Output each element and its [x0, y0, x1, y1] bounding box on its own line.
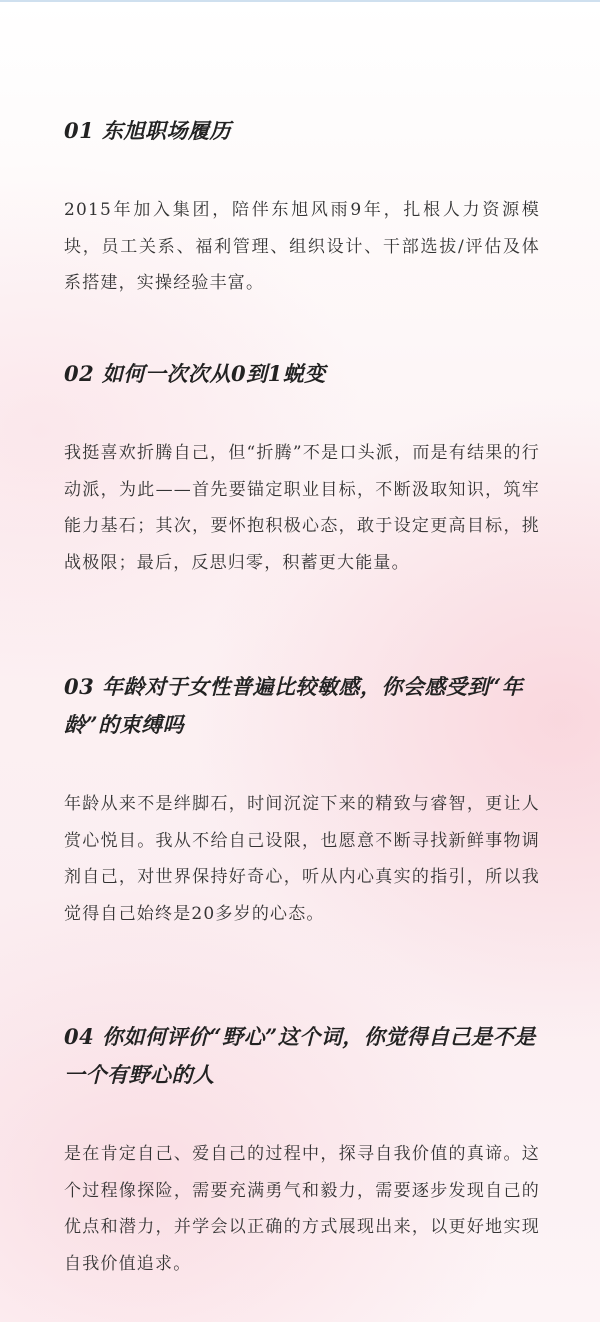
section-heading: 04 你如何评价“野心”这个词，你觉得自己是不是一个有野心的人 [64, 1024, 536, 1087]
section-transformation [64, 355, 540, 581]
section-heading: 01 东旭职场履历 [64, 118, 232, 143]
section-age [64, 668, 540, 932]
section-body: 我挺喜欢折腾自己，但“折腾”不是口头派，而是有结果的行动派，为此——首先要锚定职业目标，不断汲取知识，筑牢能力基石；其次，要怀抱积极心态，敢于设定更高目标，挑战极限；最后，反思归零，积蓄更大能量。 [64, 443, 540, 573]
section-body: 年龄从来不是绊脚石，时间沉淀下来的精致与睿智，更让人赏心悦目。我从不给自己设限，也愿意不断寻找新鲜事物调剂自己，对世界保持好奇心，听从内心真实的指引，所以我觉得自己始终是20多岁的心态。 [64, 794, 540, 924]
section-heading: 02 如何一次次从0到1蜕变 [64, 361, 326, 386]
top-divider [0, 0, 600, 2]
section-heading: 03 年龄对于女性普遍比较敏感，你会感受到“年龄”的束缚吗 [64, 674, 524, 737]
section-career-history [64, 112, 540, 302]
section-body: 2015年加入集团，陪伴东旭风雨9年，扎根人力资源模块，员工关系、福利管理、组织设计、干部选拔/评估及体系搭建，实操经验丰富。 [64, 200, 540, 293]
section-ambition [64, 1018, 540, 1282]
section-body: 是在肯定自己、爱自己的过程中，探寻自我价值的真谛。这个过程像探险，需要充满勇气和毅力，需要逐步发现自己的优点和潜力，并学会以正确的方式展现出来，以更好地实现自我价值追求。 [64, 1144, 540, 1274]
